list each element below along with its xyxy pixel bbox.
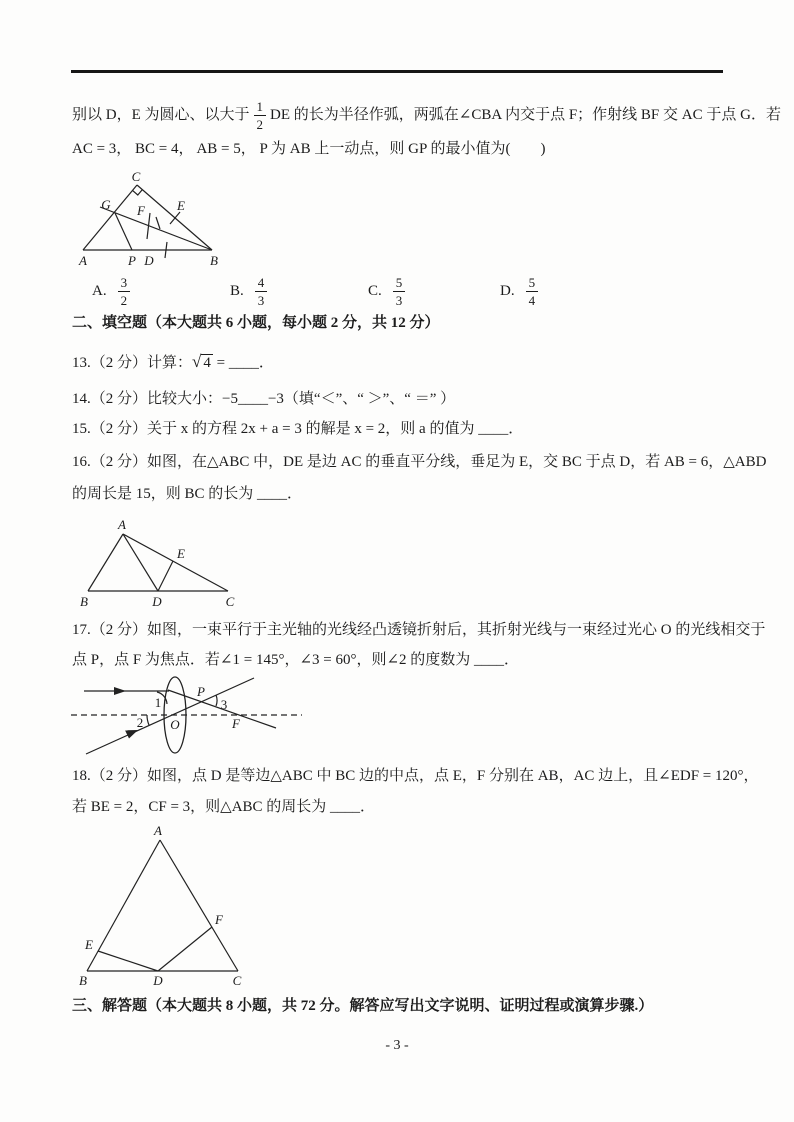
choice-A-denominator: 2: [118, 291, 131, 307]
point-label-A: A: [79, 253, 87, 268]
q14-text: 14.（2 分）比较大小：−5____−3（填“＜”、“ ＞”、“ ＝” ）: [72, 391, 456, 407]
point-label-F: F: [232, 716, 240, 731]
right-angle-mark-C: [133, 190, 143, 195]
point-label-D: D: [152, 594, 162, 609]
choice-B-denominator: 3: [255, 291, 268, 307]
header-rule: [71, 70, 723, 73]
point-label-D: D: [153, 973, 163, 988]
angle-3-arc: [216, 695, 217, 706]
q13-post: = ____．: [216, 355, 274, 371]
q13-pre: 13.（2 分）计算：: [72, 355, 193, 371]
choice-D: [500, 276, 542, 307]
choice-B: [230, 276, 271, 307]
choice-B-numerator: 4: [257, 275, 265, 290]
q17-text-line-1: 17.（2 分）如图，一束平行于主光轴的光线经凸透镜折射后，其折射光线与一束经过光心 O 的光线相交于: [72, 622, 766, 638]
q16-text-line-1: 16.（2 分）如图，在△ABC 中，DE 是边 AC 的垂直平分线，垂足为 E，交 BC 于点 D，若 AB = 6，△ABD: [72, 454, 767, 470]
angle-label-1: 1: [154, 695, 162, 710]
section-answer-heading: 三、解答题（本大题共 8 小题，共 72 分。解答应写出文字说明、证明过程或演算步骤.）: [72, 998, 654, 1014]
point-label-E: E: [177, 546, 185, 561]
choice-C-numerator: 5: [395, 275, 403, 290]
q15-text: 15.（2 分）关于 x 的方程 2x + a = 3 的解是 x = 2，则 a 的值为 ____．: [72, 421, 524, 437]
point-label-B: B: [210, 253, 218, 268]
segment-DE: [158, 561, 173, 591]
choice-A-label: A.: [92, 283, 107, 299]
q17-figure-convex-lens: [68, 676, 308, 764]
arc-hash-F-2: [156, 217, 160, 229]
segment-ED: [98, 951, 158, 971]
q13-radicand: 4: [203, 355, 211, 371]
choice-D-numerator: 5: [528, 275, 536, 290]
choice-D-fraction: [526, 276, 539, 307]
page-number: - 3 -: [385, 1038, 409, 1053]
q18-text-line-2: 若 BE = 2，CF = 3，则△ABC 的周长为 ____．: [72, 799, 376, 815]
point-label-E: E: [85, 937, 93, 952]
q12-text-line-1: [72, 94, 781, 136]
q12-figure-triangle-construction: [75, 168, 225, 273]
point-label-D: D: [144, 253, 154, 268]
choice-B-fraction: [255, 276, 268, 307]
choice-C-label: C.: [368, 283, 382, 299]
point-label-G: G: [101, 197, 111, 212]
choice-C-fraction: [393, 276, 406, 307]
section-fill-in-heading: 二、填空题（本大题共 6 小题，每小题 2 分，共 12 分）: [72, 315, 440, 331]
q12-text-line-2: AC = 3， BC = 4， AB = 5， P 为 AB 上一动点，则 GP 的最小值为( ): [72, 141, 546, 157]
point-label-P: P: [197, 684, 205, 699]
angle-label-2: 2: [136, 715, 144, 730]
point-label-C: C: [225, 594, 235, 609]
point-label-C: C: [131, 169, 141, 184]
edge-AC: [123, 534, 228, 591]
q16-text-line-2: 的周长是 15，则 BC 的长为 ____．: [72, 486, 303, 502]
point-label-B: B: [79, 973, 87, 988]
q18-figure-equilateral-triangle: [75, 824, 250, 990]
choice-D-denominator: 4: [526, 291, 539, 307]
segment-AD: [123, 534, 158, 591]
q17-text-line-2: 点 P，点 F 为焦点．若∠1 = 145°，∠3 = 60°，则∠2 的度数为 ____．: [72, 652, 520, 668]
edge-AC: [160, 840, 238, 971]
edge-CB: [137, 185, 212, 250]
point-label-A: A: [154, 824, 162, 838]
ray-through-center: [86, 678, 254, 754]
fraction-numerator: 1: [256, 98, 263, 114]
point-label-B: B: [80, 594, 88, 609]
choice-B-label: B.: [230, 283, 244, 299]
q12-line1-post: DE 的长为半径作弧，两弧在∠CBA 内交于点 F；作射线 BF 交 AC 于点 G．若: [270, 107, 781, 123]
q12-fraction-one-half: [254, 100, 267, 131]
q12-line1-pre: 别以 D，E 为圆心、以大于: [72, 107, 250, 123]
arrowhead-parallel-ray: [114, 687, 126, 695]
edge-AB: [88, 534, 123, 591]
choice-C-denominator: 3: [393, 291, 406, 307]
radical-sign: √: [192, 352, 202, 371]
fraction-denominator: 2: [254, 115, 267, 131]
q16-figure-triangle-bisector: [70, 517, 250, 612]
ray-BG: [100, 207, 212, 250]
point-label-P: P: [128, 253, 136, 268]
choice-C: [368, 276, 409, 307]
arrowhead-center-ray: [125, 730, 138, 739]
point-label-C: C: [232, 973, 242, 988]
choice-A: [92, 276, 134, 307]
point-label-F: F: [137, 203, 145, 218]
segment-DF: [158, 927, 212, 971]
point-label-F: F: [215, 912, 223, 927]
choice-A-fraction: [118, 276, 131, 307]
point-label-E: E: [177, 198, 185, 213]
arc-hash-E: [170, 212, 180, 224]
q13-text: [72, 352, 274, 373]
angle-2-arc: [147, 715, 149, 725]
point-label-A: A: [118, 517, 126, 532]
q18-text-line-1: 18.（2 分）如图，点 D 是等边△ABC 中 BC 边的中点，点 E，F 分别在 AB，AC 边上，且∠EDF = 120°，: [72, 768, 759, 784]
choice-A-numerator: 3: [120, 275, 128, 290]
point-label-O: O: [170, 717, 180, 732]
choice-D-label: D.: [500, 283, 515, 299]
angle-label-3: 3: [220, 697, 228, 712]
